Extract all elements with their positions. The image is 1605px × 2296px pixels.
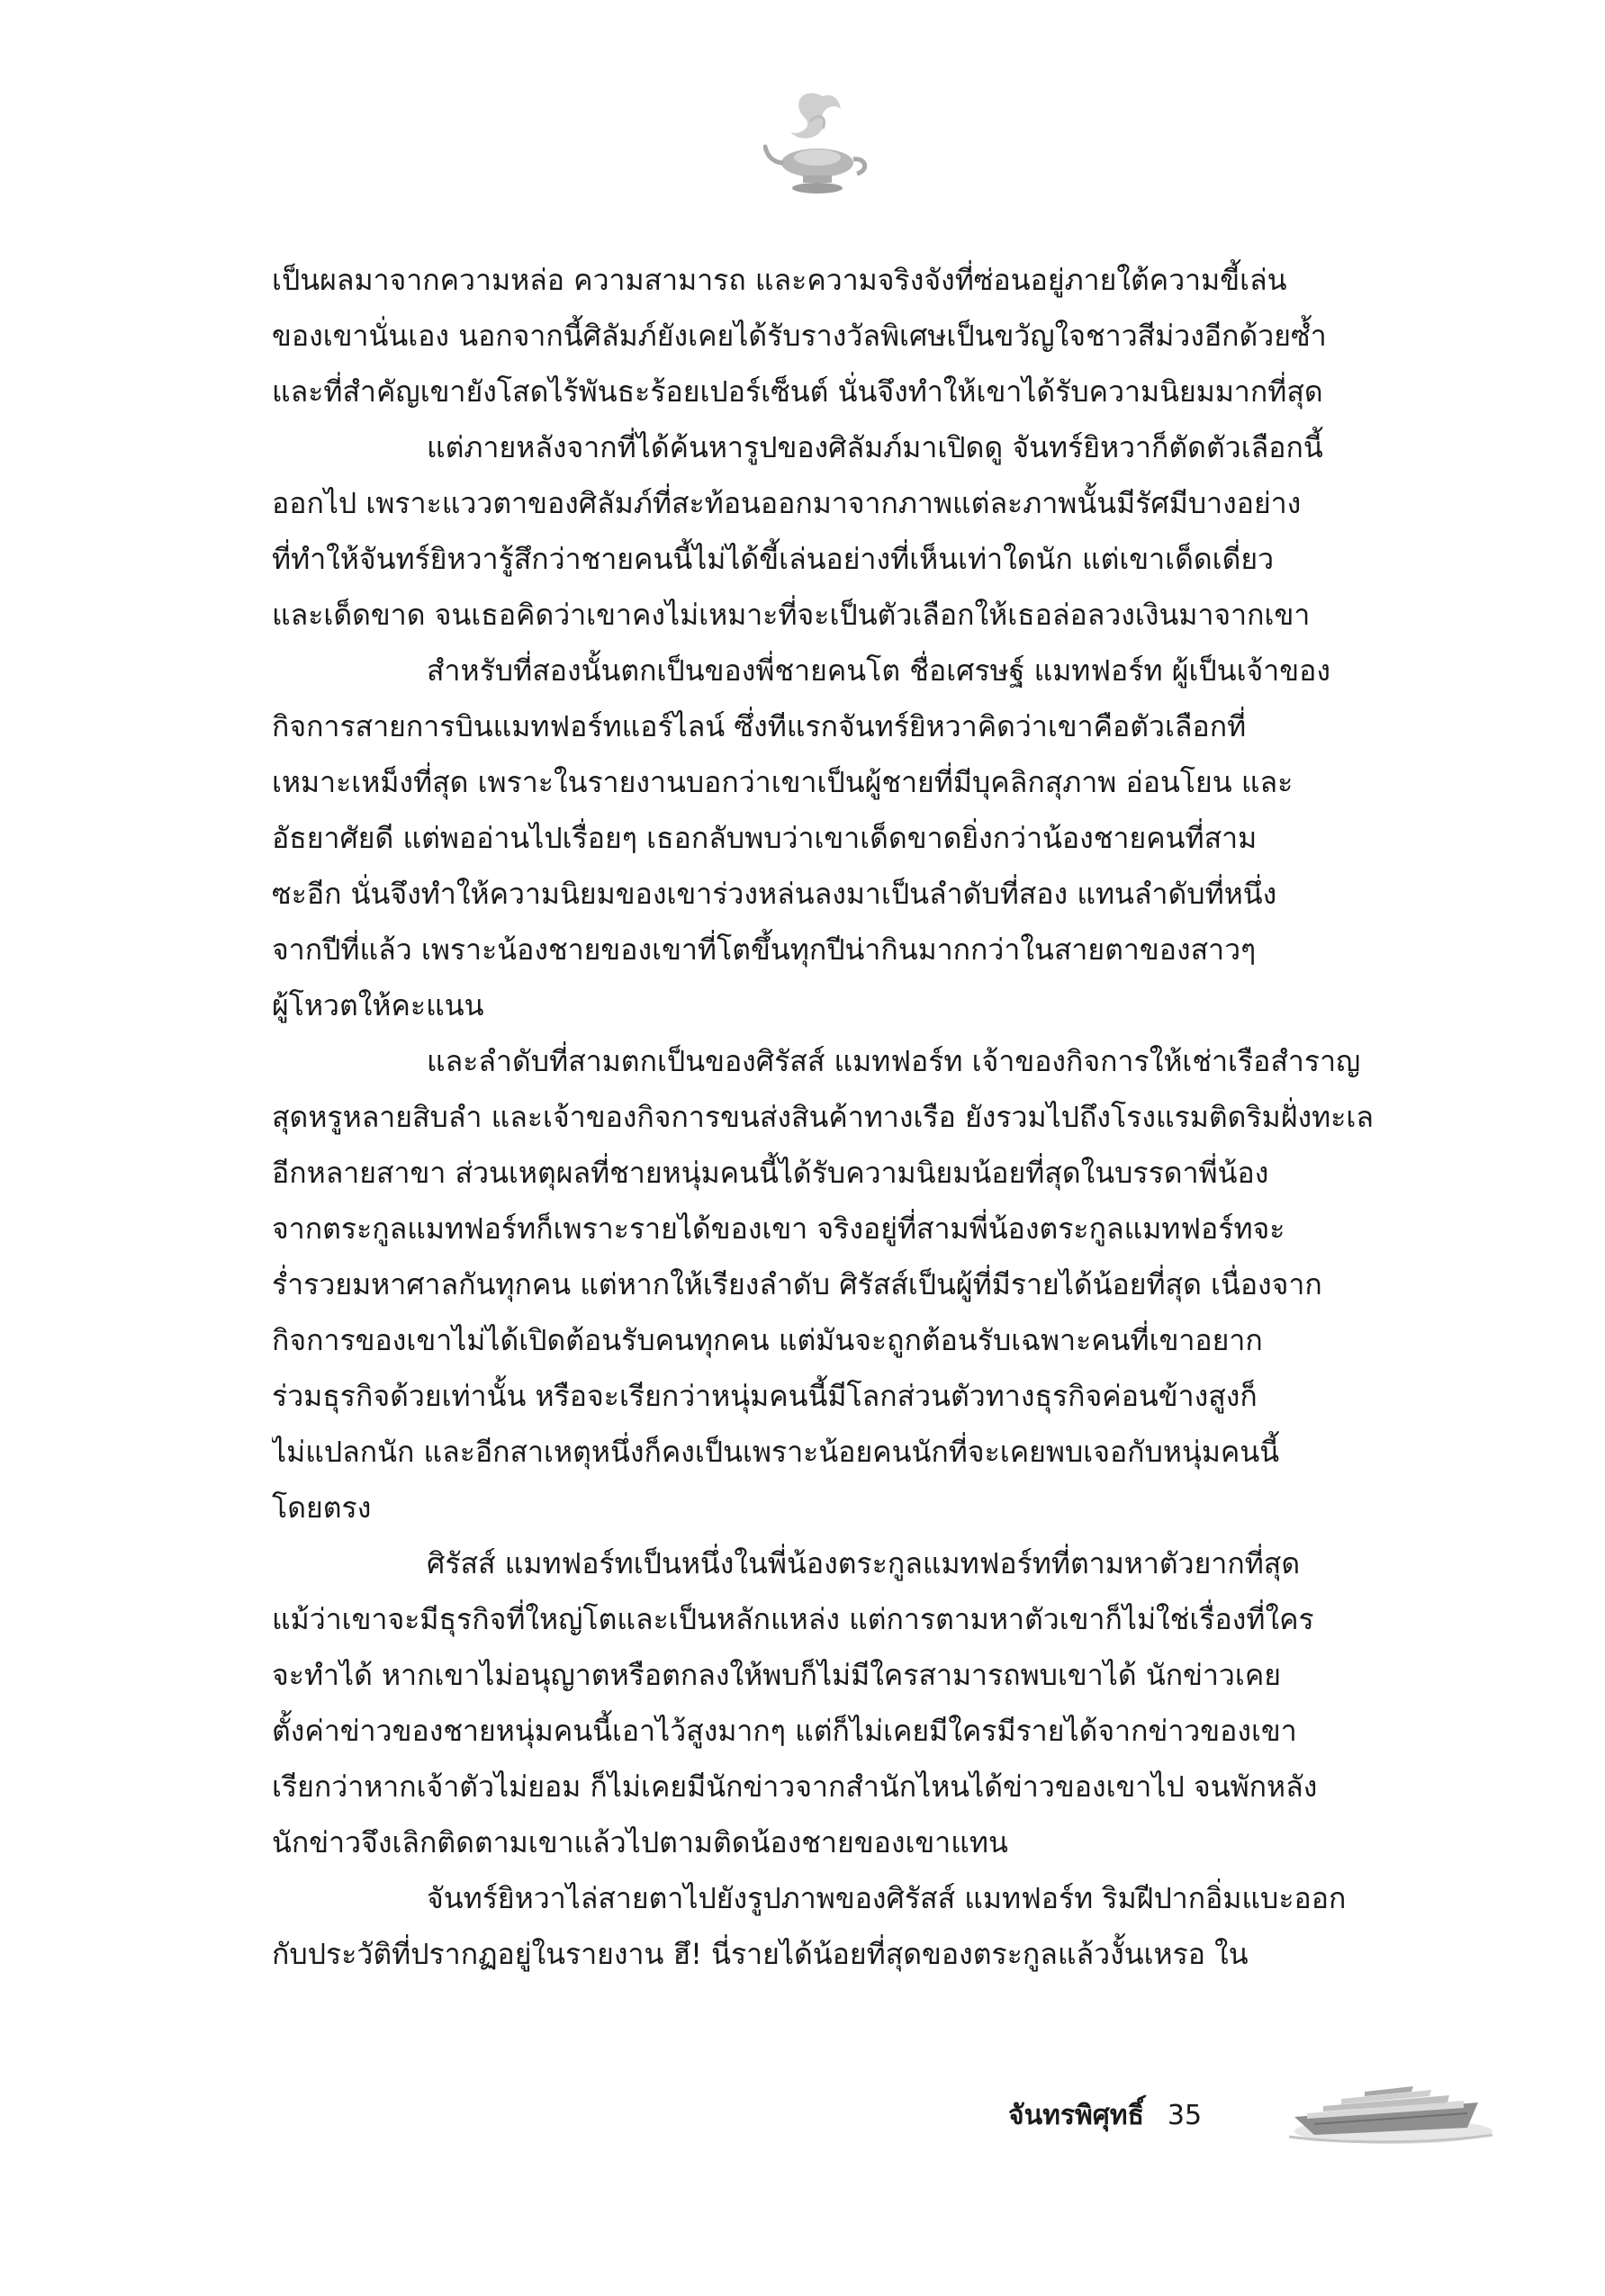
text-line: ร่ำรวยมหาศาลกันทุกคน แต่หากให้เรียงลำดับ ศิรัสส์เป็นผู้ที่มีรายได้น้อยที่สุด เนื่องจาก — [272, 1267, 1322, 1301]
text-line: จากตระกูลแมทฟอร์ทก็เพราะรายได้ของเขา จริงอยู่ที่สามพี่น้องตระกูลแมทฟอร์ทจะ — [272, 1211, 1285, 1246]
text-line: อัธยาศัยดี แต่พออ่านไปเรื่อยๆ เธอกลับพบว่าเขาเด็ดขาดยิ่งกว่าน้องชายคนที่สาม — [272, 821, 1258, 855]
genie-lamp-icon — [763, 86, 871, 203]
text-line: และที่สำคัญเขายังโสดไร้พันธะร้อยเปอร์เซ็นต์ นั่นจึงทำให้เขาได้รับความนิยมมากที่สุด — [272, 374, 1323, 409]
page-number: 35 — [1167, 2099, 1203, 2131]
paragraph-start-line: จันทร์ยิหวาไล่สายตาไปยังรูปภาพของศิรัสส์ แมทฟอร์ท ริมฝีปากอิ่มแบะออก — [427, 1881, 1347, 1915]
text-line: ซะอีก นั่นจึงทำให้ความนิยมของเขาร่วงหล่นลงมาเป็นลำดับที่สอง แทนลำดับที่หนึ่ง — [272, 877, 1277, 911]
text-line: กิจการของเขาไม่ได้เปิดต้อนรับคนทุกคน แต่มันจะถูกต้อนรับเฉพาะคนที่เขาอยาก — [272, 1323, 1263, 1357]
text-line: นักข่าวจึงเลิกติดตามเขาแล้วไปตามติดน้องชายของเขาแทน — [272, 1825, 1008, 1859]
text-line: กับประวัติที่ปรากฏอยู่ในรายงาน ฮึ! นี่รายได้น้อยที่สุดของตระกูลแล้วงั้นเหรอ ใน — [272, 1937, 1249, 1971]
text-line: ผู้โหวตให้คะแนน — [272, 988, 484, 1022]
book-title: จันทรพิศุทธิ์ — [1008, 2099, 1144, 2131]
text-line: เหมาะเหม็งที่สุด เพราะในรายงานบอกว่าเขาเป็นผู้ชายที่มีบุคลิกสุภาพ อ่อนโยน และ — [272, 765, 1294, 799]
text-line: เป็นผลมาจากความหล่อ ความสามารถ และความจริงจังที่ซ่อนอยู่ภายใต้ความขี้เล่น — [272, 263, 1287, 297]
paragraph-start-line: แต่ภายหลังจากที่ได้ค้นหารูปของศิลัมภ์มาเปิดดู จันทร์ยิหวาก็ตัดตัวเลือกนี้ — [427, 430, 1323, 464]
text-line: เรียกว่าหากเจ้าตัวไม่ยอม ก็ไม่เคยมีนักข่าวจากสำนักไหนได้ข่าวของเขาไป จนพักหลัง — [272, 1769, 1318, 1804]
text-line: ที่ทำให้จันทร์ยิหวารู้สึกว่าชายคนนี้ไม่ได้ขี้เล่นอย่างที่เห็นเท่าใดนัก แต่เขาเด็ดเดี่ยว — [272, 542, 1275, 576]
text-line: และเด็ดขาด จนเธอคิดว่าเขาคงไม่เหมาะที่จะเป็นตัวเลือกให้เธอล่อลวงเงินมาจากเขา — [272, 598, 1311, 632]
text-line: ออกไป เพราะแววตาของศิลัมภ์ที่สะท้อนออกมาจากภาพแต่ละภาพนั้นมีรัศมีบางอย่าง — [272, 486, 1302, 520]
text-line: ตั้งค่าข่าวของชายหนุ่มคนนี้เอาไว้สูงมากๆ แต่ก็ไม่เคยมีใครมีรายได้จากข่าวของเขา — [272, 1714, 1297, 1748]
text-line: ร่วมธุรกิจด้วยเท่านั้น หรือจะเรียกว่าหนุ่มคนนี้มีโลกส่วนตัวทางธุรกิจค่อนข้างสูงก็ — [272, 1379, 1258, 1413]
text-line: สุดหรูหลายสิบลำ และเจ้าของกิจการขนส่งสินค้าทางเรือ ยังรวมไปถึงโรงแรมติดริมฝั่งทะเล — [272, 1100, 1374, 1134]
text-line: จะทำได้ หากเขาไม่อนุญาตหรือตกลงให้พบก็ไม่มีใครสามารถพบเขาได้ นักข่าวเคย — [272, 1658, 1281, 1692]
text-line: โดยตรง — [272, 1490, 372, 1525]
body-text — [272, 252, 1469, 1982]
paragraph-start-line: ศิรัสส์ แมทฟอร์ทเป็นหนึ่งในพี่น้องตระกูลแมทฟอร์ทที่ตามหาตัวยากที่สุด — [427, 1546, 1301, 1580]
paragraph-start-line: สำหรับที่สองนั้นตกเป็นของพี่ชายคนโต ชื่อเศรษฐ์ แมทฟอร์ท ผู้เป็นเจ้าของ — [427, 653, 1330, 688]
text-line: จากปีที่แล้ว เพราะน้องชายของเขาที่โตขึ้นทุกปีน่ากินมากกว่าในสายตาของสาวๆ — [272, 932, 1257, 967]
text-line: แม้ว่าเขาจะมีธุรกิจที่ใหญ่โตและเป็นหลักแหล่ง แต่การตามหาตัวเขาก็ไม่ใช่เรื่องที่ใคร — [272, 1602, 1314, 1636]
text-line: กิจการสายการบินแมทฟอร์ทแอร์ไลน์ ซึ่งทีแรกจันทร์ยิหวาคิดว่าเขาคือตัวเลือกที่ — [272, 709, 1247, 743]
text-line: อีกหลายสาขา ส่วนเหตุผลที่ชายหนุ่มคนนี้ได้รับความนิยมน้อยที่สุดในบรรดาพี่น้อง — [272, 1156, 1269, 1190]
text-line: ไม่แปลกนัก และอีกสาเหตุหนึ่งก็คงเป็นเพราะน้อยคนนักที่จะเคยพบเจอกับหนุ่มคนนี้ — [272, 1435, 1280, 1469]
paragraph-start-line: และลำดับที่สามตกเป็นของศิรัสส์ แมทฟอร์ท เจ้าของกิจการให้เช่าเรือสำราญ — [427, 1044, 1361, 1078]
text-line: ของเขานั่นเอง นอกจากนี้ศิลัมภ์ยังเคยได้รับรางวัลพิเศษเป็นขวัญใจชาวสีม่วงอีกด้วยซ้ำ — [272, 319, 1327, 353]
page-footer — [1008, 2093, 1202, 2138]
cruise-ship-icon — [1287, 2054, 1494, 2153]
